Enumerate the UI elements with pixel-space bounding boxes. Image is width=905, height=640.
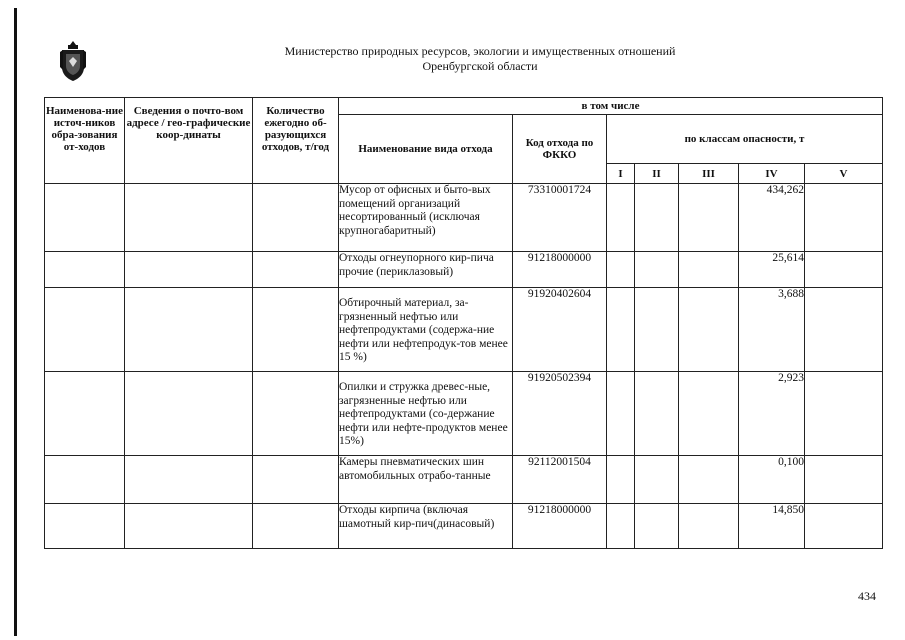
class-iv-amount: 25,614 (739, 252, 805, 288)
waste-table (44, 97, 883, 549)
fkko-code-cell: 92112001504 (513, 456, 607, 504)
table-row (45, 504, 883, 549)
class-iv-amount: 3,688 (739, 288, 805, 372)
waste-name-cell: Обтирочный материал, за-грязненный нефтью или нефтепродуктами (содержа-ние нефти или нефтепродук-тов менее 15 %) (339, 288, 513, 372)
col-quantity: Количество ежегодно об-разующихся отходов, т/год (253, 98, 339, 184)
waste-name-cell: Отходы огнеупорного кир-пича прочие (периклазовый) (339, 252, 513, 288)
page-number: 434 (858, 589, 876, 603)
col-address: Сведения о почто-вом адресе / гео-графические коор-динаты (125, 98, 253, 184)
col-hazard-classes: по классам опасности, т (607, 115, 883, 164)
col-class-i: I (607, 164, 635, 184)
table-row (45, 288, 883, 372)
header-line-1: Министерство природных ресурсов, экологии и имущественных отношений (284, 44, 676, 58)
fkko-code-cell: 73310001724 (513, 184, 607, 252)
col-waste-name: Наименование вида отхода (339, 115, 513, 184)
fkko-code-cell: 91218000000 (513, 504, 607, 549)
waste-name-cell: Камеры пневматических шин автомобильных отрабо-танные (339, 456, 513, 504)
col-source-name: Наименова-ние источ-ников обра-зования от-ходов (45, 98, 125, 184)
class-iv-amount: 0,100 (739, 456, 805, 504)
table-row (45, 456, 883, 504)
coat-of-arms-icon (58, 40, 88, 82)
class-iv-amount: 14,850 (739, 504, 805, 549)
fkko-code-cell: 91920402604 (513, 288, 607, 372)
col-class-iv: IV (739, 164, 805, 184)
waste-name-cell: Мусор от офисных и быто-вых помещений организаций несортированный (исключая крупногабаритный) (339, 184, 513, 252)
waste-name-cell: Отходы кирпича (включая шамотный кир-пич(динасовый) (339, 504, 513, 549)
class-iv-amount: 2,923 (739, 372, 805, 456)
header-line-2: Оренбургской области (422, 59, 538, 73)
col-class-ii: II (635, 164, 679, 184)
col-class-v: V (805, 164, 883, 184)
col-fkko-code: Код отхода по ФККО (513, 115, 607, 184)
col-class-iii: III (679, 164, 739, 184)
col-including: в том числе (339, 98, 883, 115)
waste-name-cell: Опилки и стружка древес-ные, загрязненные нефтью или нефтепродуктами (со-держание нефти или нефте-продуктов менее 15%) (339, 372, 513, 456)
class-iv-amount: 434,262 (739, 184, 805, 252)
page-margin-line (14, 8, 17, 636)
fkko-code-cell: 91218000000 (513, 252, 607, 288)
table-row (45, 252, 883, 288)
fkko-code-cell: 91920502394 (513, 372, 607, 456)
ministry-header (200, 44, 760, 74)
table-row (45, 372, 883, 456)
table-row (45, 184, 883, 252)
